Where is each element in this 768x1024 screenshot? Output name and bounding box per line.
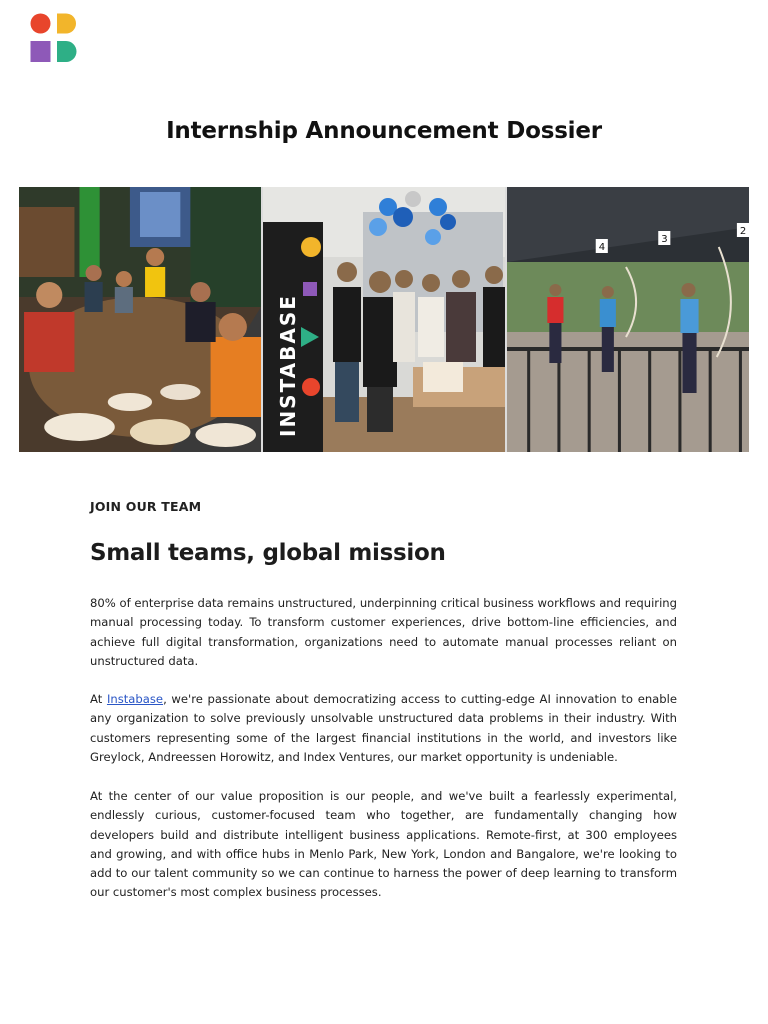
paragraph-prefix: At — [90, 692, 107, 706]
archery-outing-photo — [507, 187, 749, 452]
document-title: Internship Announcement Dossier — [166, 118, 602, 144]
logo-red-circle — [31, 14, 51, 34]
paragraph-rest: , we're passionate about democratizing access to cutting-edge AI innovation to enable any organization to solve previously unsolvable unstructured data problems in their industry. With customers representing some of the largest financial institutions in the world, and investors like Greylock, Andreessen Horowitz, and Index Ventures, our market opportunity is undeniable. — [90, 692, 677, 764]
team-dinner-photo — [19, 187, 261, 452]
photo-strip — [19, 187, 749, 452]
logo-purple-square — [31, 41, 51, 62]
paragraph-about-instabase — [90, 690, 677, 767]
instabase-logo — [30, 13, 78, 63]
logo-green-d — [57, 41, 77, 62]
logo-yellow-d — [57, 14, 76, 34]
office-team-photo — [263, 187, 505, 452]
lane-number-4: 4 — [598, 242, 606, 253]
paragraph-our-people: At the center of our value proposition is our people, and we've built a fearlessly experimental, endlessly curious, customer-focused team who together, are fundamentally changing how developers build and distribute intelligent business applications. Remote-first, at 300 employees and growing, and with office hubs in Menlo Park, New York, London and Bangalore, we're looking to add to our talent community so we can continue to harness the power of deep learning to transform our customer's most complex business processes. — [90, 789, 677, 900]
instabase-link[interactable]: Instabase — [106, 692, 164, 706]
banner-text: INSTABASE — [276, 294, 300, 437]
lane-number-3: 3 — [661, 234, 668, 245]
section-headline: Small teams, global mission — [90, 540, 446, 566]
lane-number-2: 2 — [739, 226, 747, 237]
paragraph-unstructured-data: 80% of enterprise data remains unstructured, underpinning critical business workflows and requiring manual processing today. To transform customer experiences, drive bottom-line efficiencies, and achieve full digital transformation, organizations need to automate manual processes reliant on unstructured data. — [90, 596, 677, 668]
section-eyebrow: JOIN OUR TEAM — [90, 499, 202, 514]
